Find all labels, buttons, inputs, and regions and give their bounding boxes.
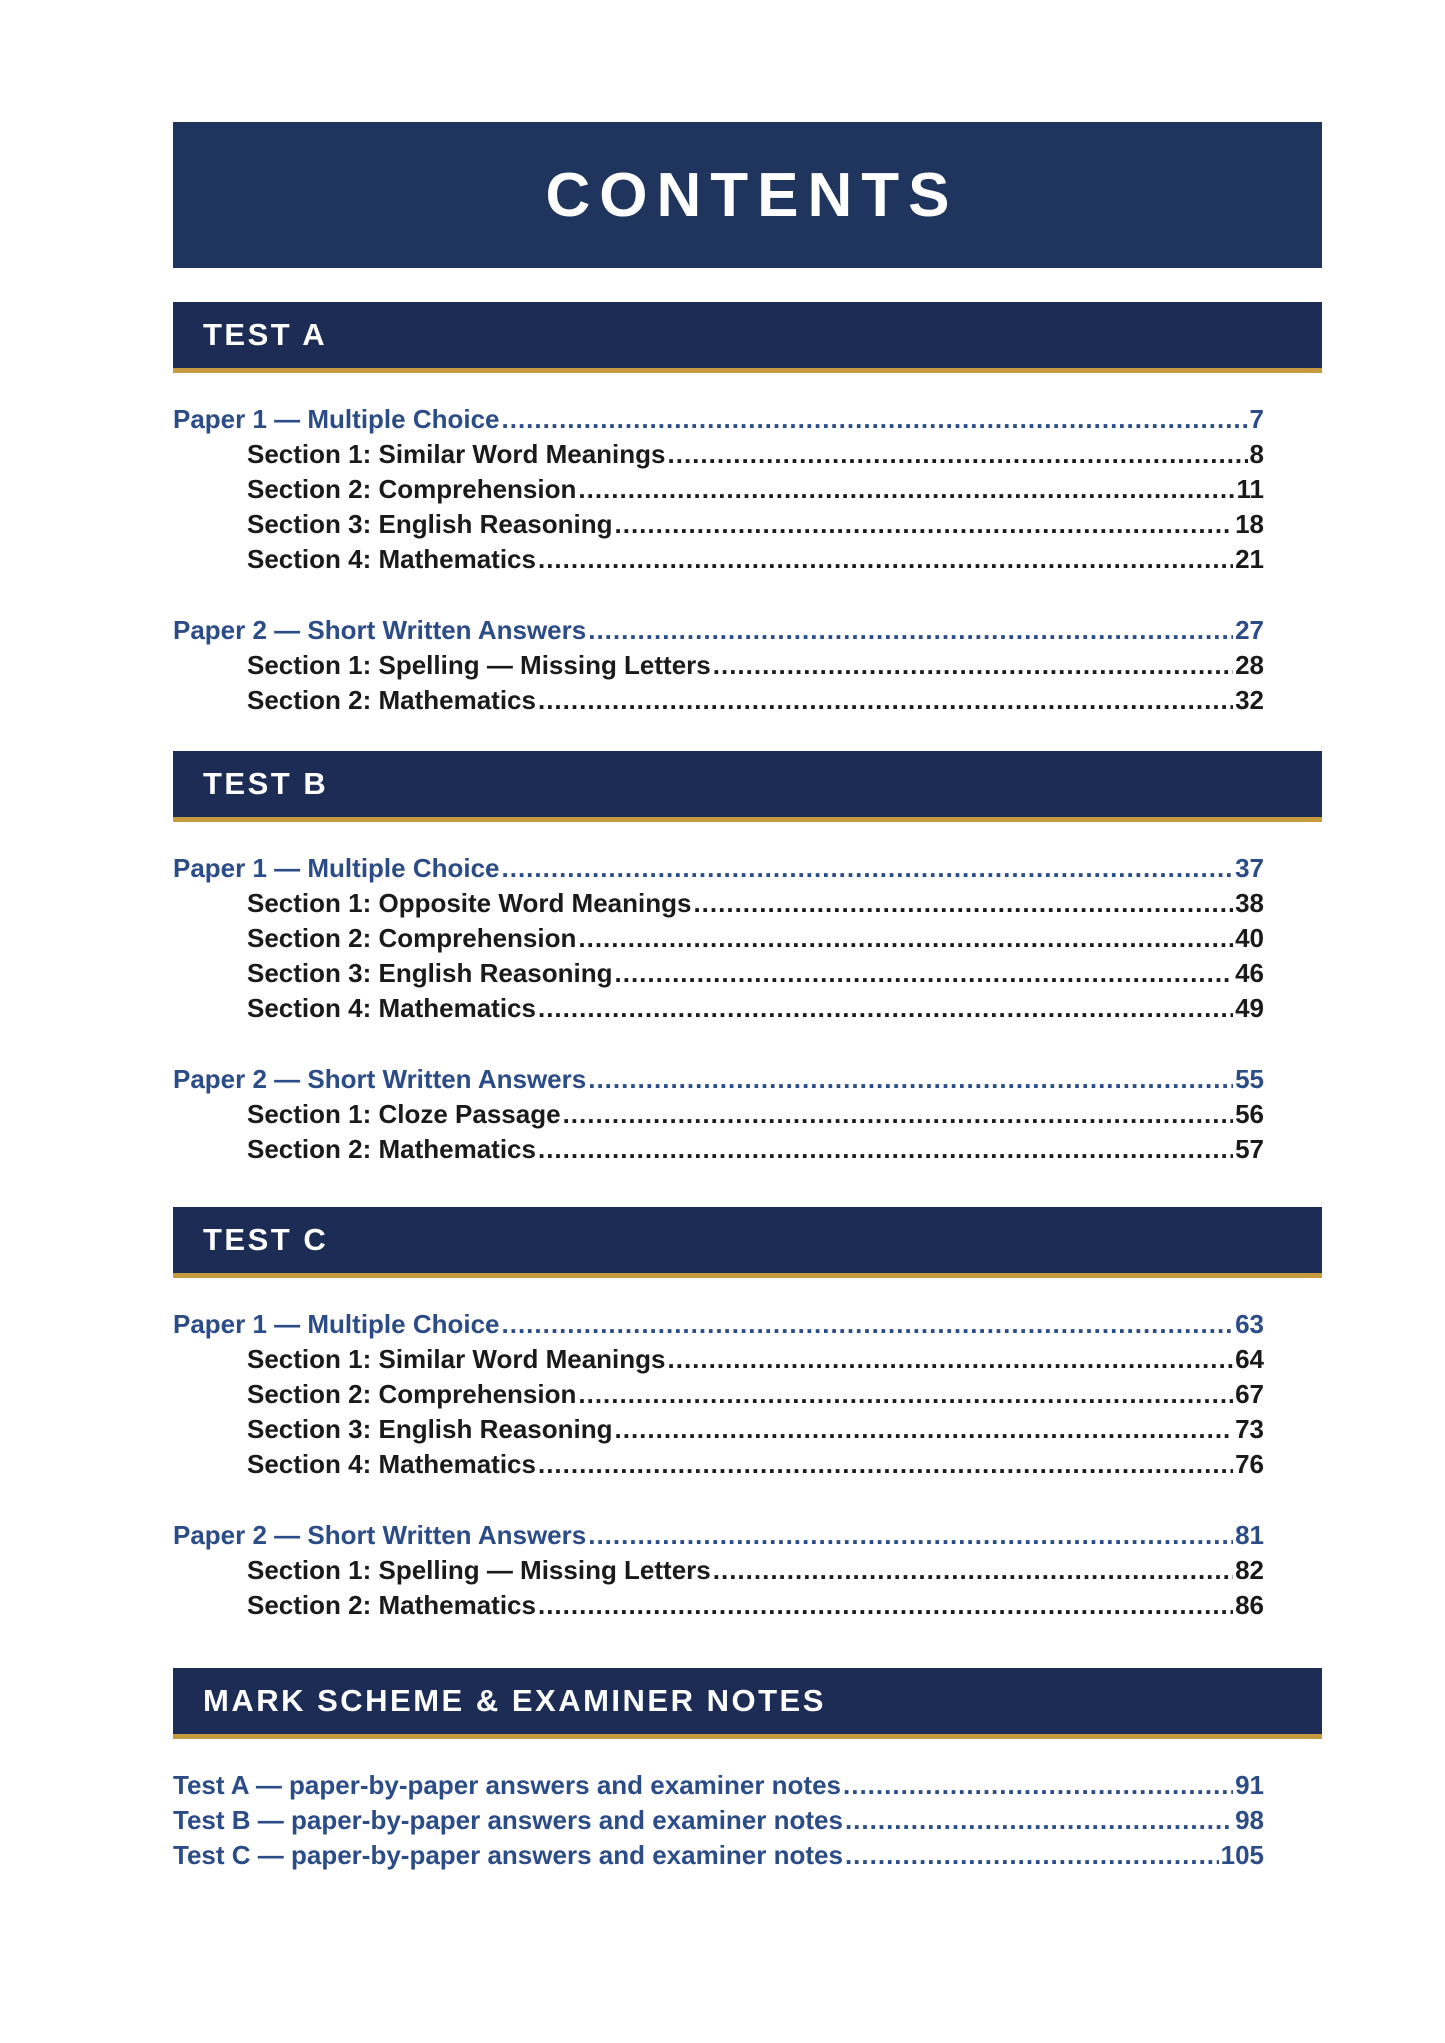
toc-entry-mark-scheme[interactable]: Test C — paper-by-paper answers and examiner notes ..... 105	[173, 1838, 1264, 1873]
toc-entry-paper[interactable]: Paper 2 — Short Written Answers ..... 27	[173, 613, 1264, 648]
toc-entry-paper[interactable]: Paper 1 — Multiple Choice ..... 63	[173, 1307, 1264, 1342]
toc-group-test-c	[173, 1307, 1322, 1482]
section-bar-mark-scheme	[173, 1668, 1322, 1739]
toc-group-test-b	[173, 851, 1322, 1026]
toc-entry-section[interactable]: Section 4: Mathematics ..... 49	[173, 991, 1264, 1026]
toc-entry-section[interactable]: Section 3: English Reasoning ..... 73	[173, 1412, 1264, 1447]
contents-page	[173, 122, 1322, 1873]
page-title: CONTENTS	[545, 160, 959, 230]
toc-entry-section[interactable]: Section 1: Spelling — Missing Letters ..... 28	[173, 648, 1264, 683]
section-heading: TEST C	[203, 1222, 329, 1257]
toc-entry-paper[interactable]: Paper 2 — Short Written Answers ..... 55	[173, 1062, 1264, 1097]
toc-entry-mark-scheme[interactable]: Test B — paper-by-paper answers and examiner notes ..... 98	[173, 1803, 1264, 1838]
toc-entry-section[interactable]: Section 2: Comprehension ..... 40	[173, 921, 1264, 956]
toc-entry-section[interactable]: Section 1: Similar Word Meanings ..... 64	[173, 1342, 1264, 1377]
toc-entry-section[interactable]: Section 1: Spelling — Missing Letters ..... 82	[173, 1553, 1264, 1588]
toc-entry-mark-scheme[interactable]: Test A — paper-by-paper answers and examiner notes ..... 91	[173, 1768, 1264, 1803]
toc-entry-section[interactable]: Section 1: Similar Word Meanings ..... 8	[173, 437, 1264, 472]
toc-entry-section[interactable]: Section 2: Comprehension ..... 11	[173, 472, 1264, 507]
toc-entry-section[interactable]: Section 3: English Reasoning ..... 46	[173, 956, 1264, 991]
toc-entry-section[interactable]: Section 2: Mathematics ..... 32	[173, 683, 1264, 718]
toc-entry-paper[interactable]: Paper 2 — Short Written Answers ..... 81	[173, 1518, 1264, 1553]
toc-entry-paper[interactable]: Paper 1 — Multiple Choice ..... 7	[173, 402, 1264, 437]
section-heading: MARK SCHEME & EXAMINER NOTES	[203, 1683, 826, 1718]
toc-entry-section[interactable]: Section 4: Mathematics ..... 76	[173, 1447, 1264, 1482]
toc-entry-section[interactable]: Section 3: English Reasoning ..... 18	[173, 507, 1264, 542]
toc-entry-section[interactable]: Section 4: Mathematics ..... 21	[173, 542, 1264, 577]
toc-group-test-a-paper-2	[173, 613, 1322, 718]
toc-group-mark-scheme	[173, 1768, 1322, 1873]
toc-entry-section[interactable]: Section 1: Opposite Word Meanings ..... 38	[173, 886, 1264, 921]
toc-entry-section[interactable]: Section 1: Cloze Passage ..... 56	[173, 1097, 1264, 1132]
title-banner	[173, 122, 1322, 268]
toc-entry-section[interactable]: Section 2: Comprehension ..... 67	[173, 1377, 1264, 1412]
toc-entry-section[interactable]: Section 2: Mathematics ..... 57	[173, 1132, 1264, 1167]
toc-entry-paper[interactable]: Paper 1 — Multiple Choice ..... 37	[173, 851, 1264, 886]
section-heading: TEST A	[203, 317, 328, 352]
section-heading: TEST B	[203, 766, 329, 801]
section-bar-test-b	[173, 751, 1322, 822]
toc-entry-section[interactable]: Section 2: Mathematics ..... 86	[173, 1588, 1264, 1623]
toc-group-test-a	[173, 402, 1322, 577]
section-bar-test-c	[173, 1207, 1322, 1278]
section-bar-test-a	[173, 302, 1322, 373]
toc-group-test-b-paper-2	[173, 1062, 1322, 1167]
toc-group-test-c-paper-2	[173, 1518, 1322, 1623]
